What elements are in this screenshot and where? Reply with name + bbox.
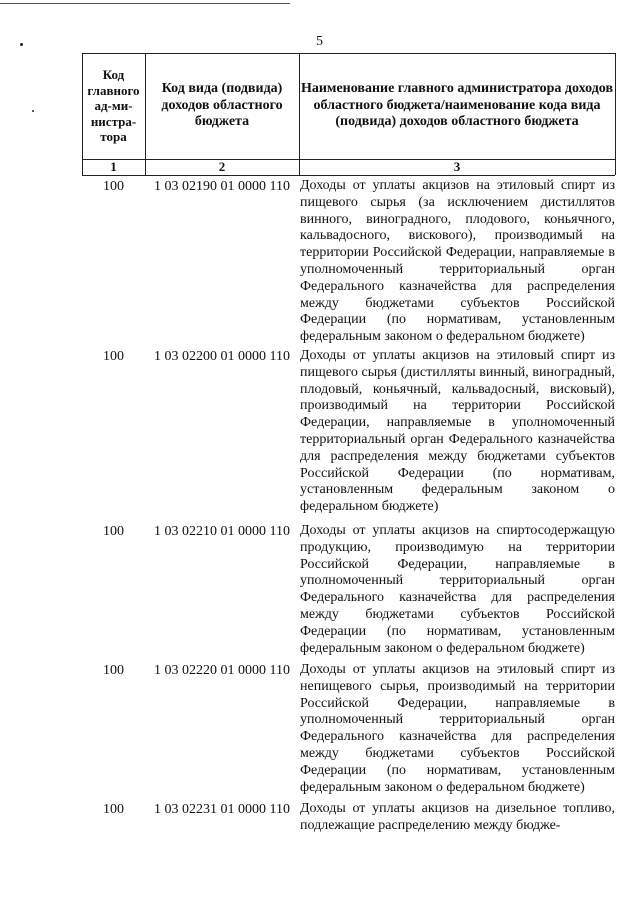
column-index-2: 2 [218,159,226,174]
column-index-1: 1 [110,159,117,174]
description-cell: Доходы от уплаты акцизов на этиловый спирт из пищевого сырья (за исключением дистиллятов винного, виноградного, плодового, коньячного, кальвадосного, вискового), производимый на территории Российской Федерации, направляемые в уполномоченный территориальный орган Федерального казначейства для распределения между бюджетами субъектов Российской Федерации (по нормативам, установленным федеральным законом о федеральном бюджете) [300,178,615,345]
header-admin-code: Код главного ад-ми-нистра-тора [87,67,140,145]
admin-code-cell: 100 [103,802,124,817]
page-number: 5 [316,34,323,49]
admin-code-cell: 100 [103,349,124,364]
admin-code-cell: 100 [103,663,124,678]
scan-speck [32,110,34,112]
description-cell: Доходы от уплаты акцизов на этиловый спирт из пищевого сырья (дистилляты винный, виноградный, плодовый, коньячный, кальвадосный, висковый), производимый на территории Российской Федерации, направляемые в уполномоченный территориальный орган Федерального казначейства для распределения между бюджетами субъектов Российской Федерации (по нормативам, установленным федеральным законом о федеральном бюджете) [300,348,615,515]
header-revenue-code: Код вида (подвида) доходов областного бюджета [161,81,283,130]
column-index-3: 3 [453,159,461,174]
top-rule [0,3,290,4]
col-border-right [615,53,616,175]
header-description: Наименование главного администратора доходов областного бюджета/наименование кода вида (подвида) доходов областного бюджета [300,81,614,130]
revenue-code-cell: 1 03 02190 01 0000 110 [154,179,290,194]
revenue-code-cell: 1 03 02210 01 0000 110 [154,524,290,539]
revenue-code-cell: 1 03 02200 01 0000 110 [154,349,290,364]
revenue-code-cell: 1 03 02220 01 0000 110 [154,663,290,678]
description-cell: Доходы от уплаты акцизов на спиртосодержащую продукцию, производимую на территории Российской Федерации, направляемые в уполномоченный территориальный орган Федерального казначейства для распределения между бюджетами субъектов Российской Федерации (по нормативам, установленным федеральным законом о федеральном бюджете) [300,523,615,656]
description-cell: Доходы от уплаты акцизов на этиловый спирт из непищевого сырья, производимый на территории Российской Федерации, направляемые в уполномоченный территориальный орган Федерального казначейства для распределения между бюджетами субъектов Российской Федерации (по нормативам, установленным федеральным законом о федеральном бюджете) [300,662,615,795]
admin-code-cell: 100 [103,524,124,539]
revenue-code-cell: 1 03 02231 01 0000 110 [154,802,290,817]
admin-code-cell: 100 [103,179,124,194]
description-cell: Доходы от уплаты акцизов на дизельное топливо, подлежащие распределению между бюдже- [300,801,615,833]
index-row-border [82,175,615,176]
